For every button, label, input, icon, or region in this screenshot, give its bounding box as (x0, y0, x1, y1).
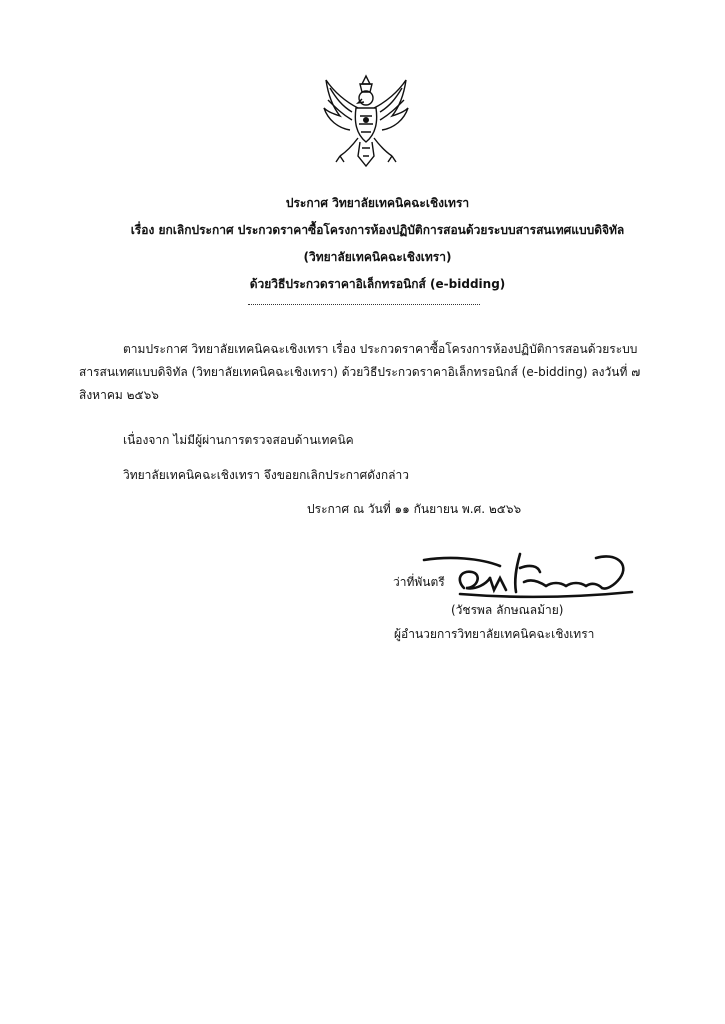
paragraph-line: สิงหาคม ๒๕๖๖ (79, 388, 159, 402)
announcement-subject-org: (วิทยาลัยเทคนิคฉะเชิงเทรา) (303, 250, 452, 264)
handwritten-signature (420, 548, 635, 600)
body-paragraph-reference (79, 338, 679, 407)
paragraph-line: ตามประกาศ วิทยาลัยเทคนิคฉะเชิงเทรา เรื่อง ประกวดราคาซื้อโครงการห้องปฏิบัติการสอนด้วยระบบ (123, 342, 638, 356)
announce-date: ประกาศ ณ วันที่ ๑๑ กันยายน พ.ศ. ๒๕๖๖ (307, 502, 522, 516)
signer-name: (วัชรพล ลักษณลม้าย) (451, 603, 564, 617)
announcement-subject: เรื่อง ยกเลิกประกาศ ประกวดราคาซื้อโครงการห้องปฏิบัติการสอนด้วยระบบสารสนเทศแบบดิจิทัล (130, 223, 625, 237)
paragraph-line: สารสนเทศแบบดิจิทัล (วิทยาลัยเทคนิคฉะเชิงเทรา) ด้วยวิธีประกวดราคาอิเล็กทรอนิกส์ (e-bidding) ลงวันที่ ๗ (79, 365, 641, 379)
announcement-method: ด้วยวิธีประกวดราคาอิเล็กทรอนิกส์ (e-bidding) (249, 277, 506, 291)
announcement-title: ประกาศ วิทยาลัยเทคนิคฉะเชิงเทรา (285, 196, 470, 210)
signer-position: ผู้อำนวยการวิทยาลัยเทคนิคฉะเชิงเทรา (394, 627, 595, 641)
dotted-divider (248, 304, 480, 305)
garuda-emblem-icon (318, 72, 414, 170)
signer-rank: ว่าที่พันตรี (393, 575, 445, 589)
body-paragraph-reason: เนื่องจาก ไม่มีผู้ผ่านการตรวจสอบด้านเทคนิค (123, 433, 354, 447)
body-paragraph-cancellation: วิทยาลัยเทคนิคฉะเชิงเทรา จึงขอยกเลิกประกาศดังกล่าว (123, 468, 410, 482)
